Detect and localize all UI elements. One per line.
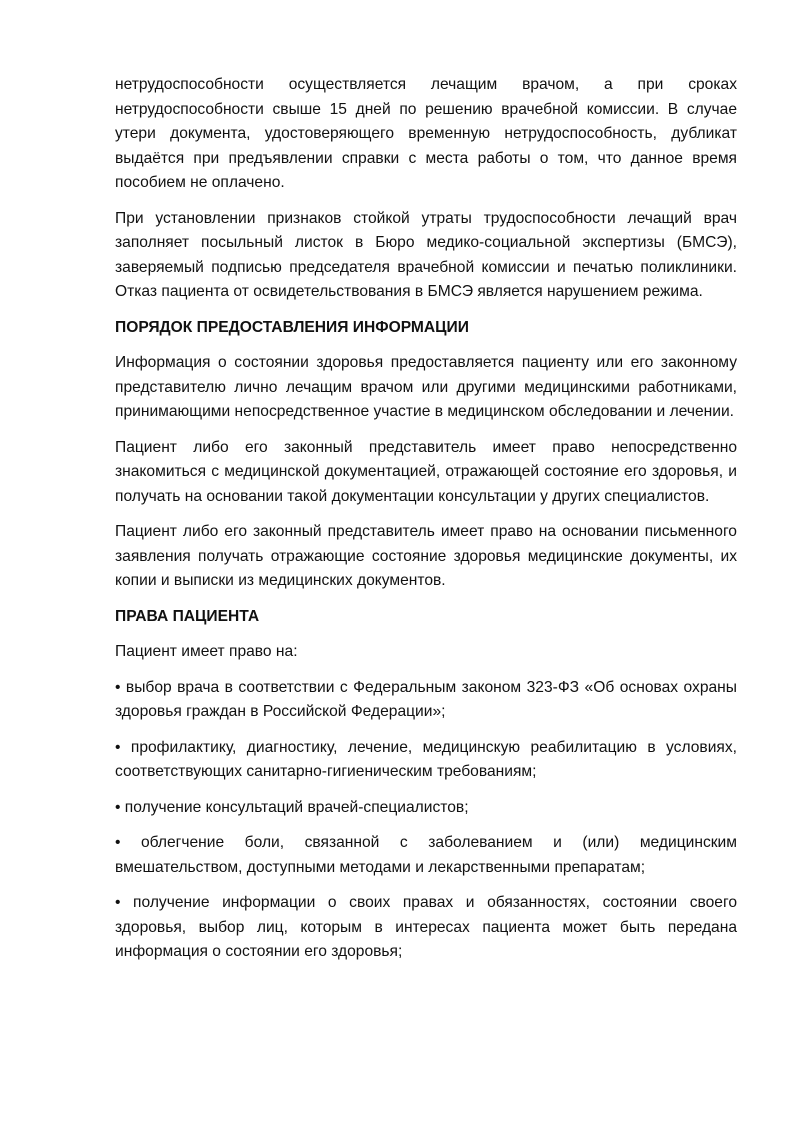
document-page <box>115 73 737 976</box>
paragraph-disability: При установлении признаков стойкой утраты трудоспособности лечащий врач заполняет посыльный листок в Бюро медико-социальной экспертизы (БМСЭ), заверяемый подписью председателя врачебной комиссии и печатью поликлиники. Отказ пациента от освидетельствования в БМСЭ является нарушением режима. <box>115 209 737 300</box>
rights-item-treatment: • профилактику, диагностику, лечение, медицинскую реабилитацию в условиях, соответствующих санитарно-гигиеническим требованиям; <box>115 738 737 780</box>
paragraph-info-provision: Информация о состоянии здоровья предоставляется пациенту или его законному представителю лично лечащим врачом или другими медицинскими работниками, принимающими непосредственное участие в медицинском обследовании и лечении. <box>115 354 737 420</box>
paragraph-info-copies: Пациент либо его законный представитель имеет право на основании письменного заявления получать отражающие состояние здоровья медицинские документы, их копии и выписки из медицинских документов. <box>115 523 737 589</box>
rights-item-information: • получение информации о своих правах и обязанностях, состоянии своего здоровья, выбор лиц, которым в интересах пациента может быть передана информация о состоянии его здоровья; <box>115 894 737 960</box>
paragraph-info-documentation: Пациент либо его законный представитель имеет право непосредственно знакомиться с медицинской документацией, отражающей состояние его здоровья, и получать на основании такой документации консультации у других специалистов. <box>115 438 737 505</box>
rights-item-pain-relief: • облегчение боли, связанной с заболеванием и (или) медицинским вмешательством, доступными методами и лекарственными препаратам; <box>115 834 737 876</box>
rights-item-doctor-choice: • выбор врача в соответствии с Федеральным законом 323-ФЗ «Об основах охраны здоровья граждан в Российской Федерации»; <box>115 678 737 720</box>
heading-patient-rights: ПРАВА ПАЦИЕНТА <box>115 607 260 625</box>
heading-information: ПОРЯДОК ПРЕДОСТАВЛЕНИЯ ИНФОРМАЦИИ <box>115 318 469 336</box>
rights-item-consultations: • получение консультаций врачей-специалистов; <box>115 798 469 816</box>
paragraph-sick-leave: нетрудоспособности осуществляется лечащим врачом, а при сроках нетрудоспособности свыше 15 дней по решению врачебной комиссии. В случае утери документа, удостоверяющего временную нетрудоспособность, дубликат выдаётся при предъявлении справки с места работы о том, что данное время пособием не оплачено. <box>115 76 737 191</box>
rights-intro: Пациент имеет право на: <box>115 643 298 660</box>
